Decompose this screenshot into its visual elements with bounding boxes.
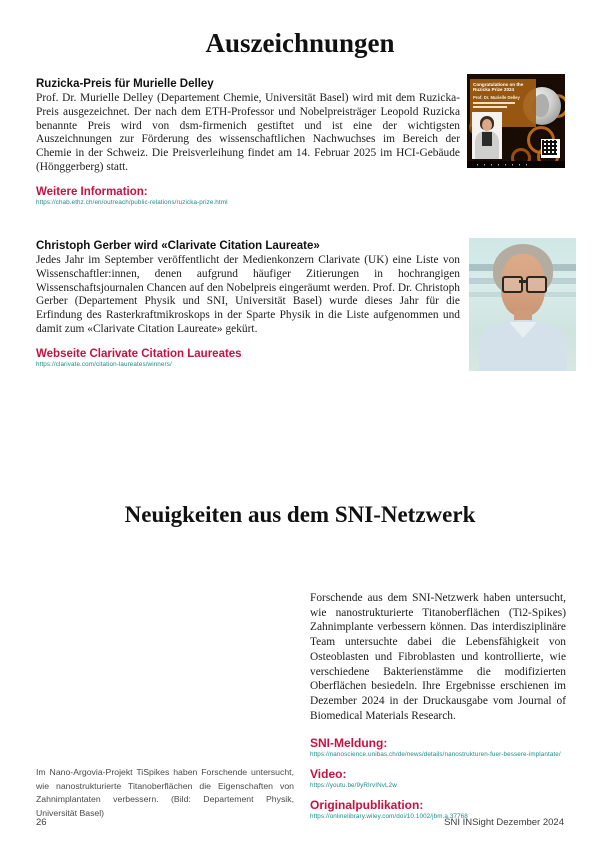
page-number: 26	[36, 817, 47, 828]
article-ruzicka-heading: Ruzicka-Preis für Murielle Delley	[36, 78, 214, 90]
gerber-link-label: Webseite Clarivate Citation Laureates	[36, 347, 242, 360]
video-link-group	[310, 767, 566, 789]
glasses-icon	[502, 276, 523, 293]
poster-smalltext-bar	[473, 106, 507, 108]
portrait-face	[482, 119, 492, 131]
portrait-top	[482, 132, 492, 146]
sni-meldung-label: SNI-Meldung:	[310, 736, 388, 751]
ruzicka-link-label: Weitere Information:	[36, 185, 148, 198]
sni-news-body: Forschende aus dem SNI-Netzwerk haben untersucht, wie nanostrukturierte Titanoberflächen (Ti2-Spikes) Zahnimplante verbessern können. Das interdisziplinäre Team untersuchte dabei die Lebensfähigkeit von Osteoblasten und Fibroblasten und kontrollierte, wie verschiedene Bakterienstämme die modifizierten Oberflächen besiedeln. Ihre Ergebnisse erschienen im Dezember 2024 in der Druckausgabe vom Journal of Biomedical Materials Research.	[310, 592, 566, 722]
poster-laureate-name: Prof. Dr. Murielle Delley	[473, 94, 520, 100]
page-title-awards: Auszeichnungen	[205, 28, 395, 58]
gerber-link-url[interactable]: https://clarivate.com/citation-laureates/winners/	[36, 360, 172, 368]
delley-portrait-photo	[472, 112, 502, 159]
issue-label: SNI INSight Dezember 2024	[444, 817, 564, 828]
glasses-bridge	[519, 280, 527, 283]
qr-code-icon	[541, 139, 560, 158]
sni-links	[310, 736, 566, 820]
ruzicka-link-url[interactable]: https://chab.ethz.ch/en/outreach/public-relations/ruzicka-prize.html	[36, 198, 228, 206]
sni-news-column	[310, 591, 566, 829]
poster-title: Congratulations on the Ruzicka Prize 2024	[473, 82, 524, 93]
poster-smalltext-bar	[473, 102, 515, 104]
publication-url[interactable]: https://onlinelibrary.wiley.com/doi/10.1002/jbm.a.37768	[310, 813, 468, 821]
gerber-portrait-photo	[469, 238, 576, 371]
article-ruzicka	[36, 78, 460, 206]
article-gerber-heading: Christoph Gerber wird «Clarivate Citation Laureate»	[36, 240, 320, 252]
sni-link-group	[310, 736, 566, 758]
video-label: Video:	[310, 767, 347, 782]
ruzicka-poster-image	[467, 74, 565, 168]
gerber-link-group	[36, 348, 460, 368]
sni-meldung-url[interactable]: https://nanoscience.unibas.ch/de/news/details/nanostrukturen-fuer-bessere-implantate/	[310, 751, 561, 759]
page-title-news: Neuigkeiten aus dem SNI-Netzwerk	[124, 502, 476, 527]
video-url[interactable]: https://youtu.be/9yRIrvINvL2w	[310, 782, 397, 790]
publication-label: Originalpublikation:	[310, 798, 424, 813]
article-ruzicka-body: Prof. Dr. Murielle Delley (Departement Chemie, Universität Basel) wird mit dem Ruzicka-Preis ausgezeichnet. Der nach dem ETH-Professor und Nobelpreisträger Leopold Ruzicka benannte Preis wird von dsm-firmenich gestiftet und ist eine der wichtigsten Auszeichnungen zur Förderung des wissenschaftlichen Nachwuchses im Bereich der Chemie in der Schweiz. Die Preisverleihung findet am 14. Februar 2025 im HCI-Gebäude (Hönggerberg) statt.	[36, 92, 460, 173]
article-gerber-body: Jedes Jahr im September veröffentlicht der Medienkonzern Clarivate (UK) eine Liste von Wissenschaftler:innen, denen aufgrund häufiger Zitierungen in hochrangigen Wissenschaftsjournalen Chancen auf den Nobelpreis eingeräumt werden. Prof. Dr. Christoph Gerber (Departement Physik und SNI, Universität Basel) wurde dieses Jahr für die Erfindung des Rasterkraftmikroskops in der Sparte Physik in die Liste aufgenommen und damit zum «Clarivate Citation Laureate» gekürt.	[36, 254, 460, 335]
article-gerber	[36, 240, 460, 368]
poster-footer-strip	[467, 161, 565, 168]
glasses-icon	[526, 276, 547, 293]
image-caption: Im Nano-Argovia-Projekt TiSpikes haben Forschende untersucht, wie nanostrukturierte Titanoberflächen die Eigenschaften von Zahnimplantaten verbessern. (Bild: Departement Physik, Universität Basel)	[36, 767, 294, 818]
ruzicka-link-group	[36, 186, 460, 206]
